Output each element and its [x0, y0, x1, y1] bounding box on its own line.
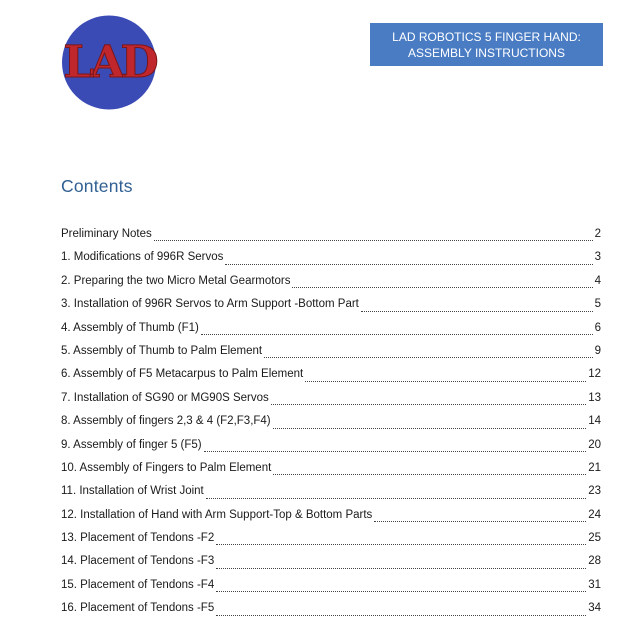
toc-dot-leader	[201, 333, 593, 335]
toc-dot-leader	[264, 356, 592, 358]
toc-entry[interactable]	[61, 602, 601, 625]
toc-entry-label[interactable]: 11. Installation of Wrist Joint	[61, 485, 204, 498]
toc-entry[interactable]	[61, 251, 601, 274]
toc-entry-label[interactable]: 16. Placement of Tendons -F5	[61, 602, 215, 615]
toc-entry[interactable]	[61, 415, 601, 438]
toc-entry[interactable]	[61, 298, 601, 321]
toc-dot-leader	[225, 263, 592, 265]
toc-dot-leader	[216, 567, 586, 569]
toc-entry-label[interactable]: 12. Installation of Hand with Arm Support-Top & Bottom Parts	[61, 508, 373, 521]
toc-entry-page[interactable]: 13	[588, 391, 601, 404]
toc-entry-page[interactable]: 24	[588, 508, 601, 521]
toc-dot-leader	[374, 520, 586, 522]
toc-dot-leader	[273, 473, 586, 475]
table-of-contents	[61, 228, 601, 626]
toc-entry-label[interactable]: 1. Modifications of 996R Servos	[61, 251, 224, 264]
toc-dot-leader	[204, 450, 587, 452]
toc-dot-leader	[216, 614, 586, 616]
toc-entry-label[interactable]: 13. Placement of Tendons -F2	[61, 532, 215, 545]
toc-entry-label[interactable]: 3. Installation of 996R Servos to Arm Support -Bottom Part	[61, 298, 359, 311]
toc-entry-page[interactable]: 12	[588, 368, 601, 381]
toc-entry[interactable]	[61, 392, 601, 415]
toc-entry-label[interactable]: 4. Assembly of Thumb (F1)	[61, 321, 199, 334]
header-title-line1: LAD ROBOTICS 5 FINGER HAND:	[392, 30, 581, 44]
toc-entry-page[interactable]: 20	[588, 438, 601, 451]
toc-entry-page[interactable]: 25	[588, 532, 601, 545]
toc-entry[interactable]	[61, 275, 601, 298]
toc-entry-label[interactable]: 9. Assembly of finger 5 (F5)	[61, 438, 202, 451]
toc-entry-label[interactable]: 15. Placement of Tendons -F4	[61, 578, 215, 591]
toc-dot-leader	[305, 380, 586, 382]
toc-entry[interactable]	[61, 555, 601, 578]
toc-entry[interactable]	[61, 532, 601, 555]
header-title-line2: ASSEMBLY INSTRUCTIONS	[408, 46, 565, 60]
toc-entry-label[interactable]: 10. Assembly of Fingers to Palm Element	[61, 461, 272, 474]
toc-entry[interactable]	[61, 485, 601, 508]
toc-entry[interactable]	[61, 345, 601, 368]
toc-entry-page[interactable]: 14	[588, 415, 601, 428]
toc-entry-label[interactable]: 2. Preparing the two Micro Metal Gearmotors	[61, 274, 291, 287]
toc-dot-leader	[216, 590, 586, 592]
toc-entry-label[interactable]: 5. Assembly of Thumb to Palm Element	[61, 344, 263, 357]
toc-entry-label[interactable]: 6. Assembly of F5 Metacarpus to Palm Element	[61, 368, 304, 381]
toc-dot-leader	[292, 286, 592, 288]
toc-entry[interactable]	[61, 228, 601, 251]
toc-entry-label[interactable]: Preliminary Notes	[61, 228, 152, 240]
lad-logo	[60, 15, 158, 110]
toc-dot-leader	[361, 310, 593, 312]
toc-entry-page[interactable]: 5	[594, 298, 601, 311]
logo-text: LAD	[63, 37, 155, 88]
lad-logo-icon	[60, 15, 158, 110]
toc-entry-page[interactable]: 2	[594, 228, 601, 240]
toc-dot-leader	[206, 497, 586, 499]
toc-entry[interactable]	[61, 439, 601, 462]
toc-entry[interactable]	[61, 509, 601, 532]
toc-dot-leader	[271, 403, 586, 405]
toc-entry-page[interactable]: 4	[594, 274, 601, 287]
document-header	[370, 23, 603, 66]
toc-entry[interactable]	[61, 368, 601, 391]
toc-entry-page[interactable]: 34	[588, 602, 601, 615]
toc-entry[interactable]	[61, 579, 601, 602]
toc-dot-leader	[216, 543, 586, 545]
contents-heading: Contents	[61, 176, 133, 196]
toc-entry-page[interactable]: 31	[588, 578, 601, 591]
toc-entry-page[interactable]: 28	[588, 555, 601, 568]
toc-entry-page[interactable]: 3	[594, 251, 601, 264]
toc-entry-label[interactable]: 14. Placement of Tendons -F3	[61, 555, 215, 568]
toc-entry-page[interactable]: 6	[594, 321, 601, 334]
toc-entry-label[interactable]: 7. Installation of SG90 or MG90S Servos	[61, 391, 269, 404]
toc-entry[interactable]	[61, 462, 601, 485]
toc-dot-leader	[273, 427, 587, 429]
toc-entry-page[interactable]: 9	[594, 344, 601, 357]
toc-entry-label[interactable]: 8. Assembly of fingers 2,3 & 4 (F2,F3,F4)	[61, 415, 271, 428]
toc-entry[interactable]	[61, 322, 601, 345]
toc-entry-page[interactable]: 21	[588, 461, 601, 474]
toc-dot-leader	[154, 239, 593, 241]
toc-entry-page[interactable]: 23	[588, 485, 601, 498]
